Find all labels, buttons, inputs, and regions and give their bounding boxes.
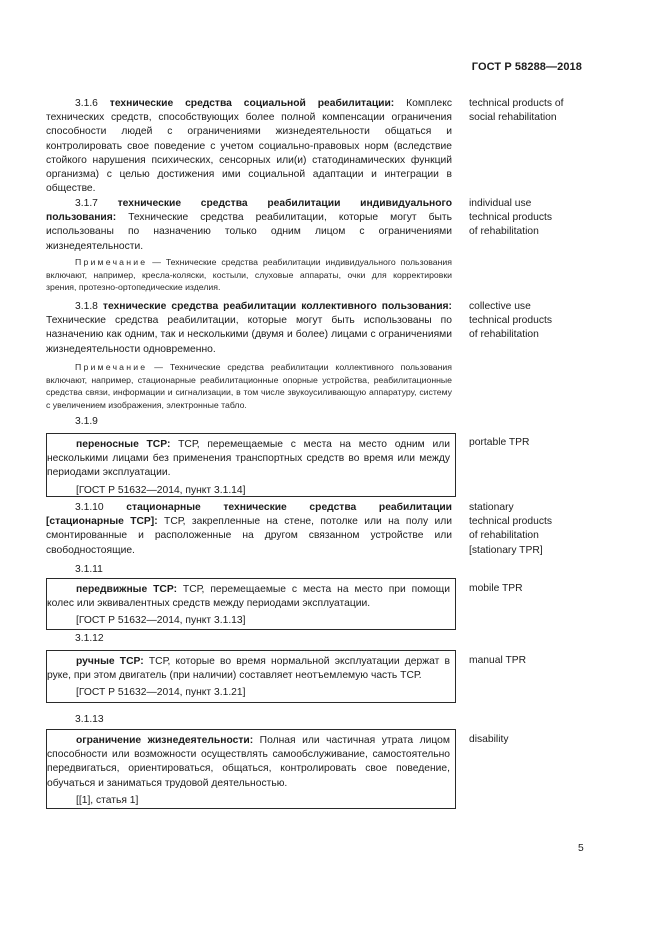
term-definition: ТСР, закрепленные на стене, потолке или на полу или смонтированные и расположенные на другом связанном устройстве или свободностоящие. <box>46 516 452 556</box>
english-equivalent-3-1-13 <box>469 733 509 747</box>
note-text: — Технические средства реабилитации индивидуального пользования включают, например, кресла-коляски, костыли, слуховые аппараты, очки для корректировки зрения, протезно-ортопедические изделия. <box>46 257 452 293</box>
term-definition: Технические средства реабилитации, которые могут быть использованы по назначению как одним, так и несколькими (двумя и более) лицами с ограничениями жизнедеятельности одновременно. <box>46 315 452 355</box>
english-line: technical products <box>469 315 552 327</box>
english-line: stationary <box>469 502 514 513</box>
term-number-3-1-12: 3.1.12 <box>75 633 104 644</box>
term-number: 3.1.8 <box>75 301 98 312</box>
document-header: ГОСТ Р 58288—2018 <box>471 61 582 73</box>
term-definition: Комплекс технических средств, способствующих более полной компенсации ограничения способности людей с ограничениями жизнедеятельности общаться и контролировать свое поведение с учетом социально-правовых норм (вследствие стойкого нарушения психических, сенсорных или(и) статодинамических функций организма) с целью достижения ими социальной адаптации и интеграции в обществе. <box>46 98 453 195</box>
note-3-1-7 <box>46 256 452 294</box>
term-number: 3.1.6 <box>75 98 98 109</box>
english-line: of rehabilitation <box>469 226 539 238</box>
term-source: [ГОСТ Р 51632—2014, пункт 3.1.21] <box>76 687 246 699</box>
term-3-1-8 <box>46 300 452 357</box>
term-3-1-7 <box>46 197 452 254</box>
term-title: ручные ТСР: <box>76 656 144 667</box>
english-line: technical products of <box>469 98 564 109</box>
term-definition: Технические средства реабилитации, которые могут быть использованы по назначению только одним лицом с ограничениями жизнедеятельности. <box>46 212 452 252</box>
term-title: технические средства социальной реабилитации: <box>109 98 395 109</box>
term-definition: ТСР, перемещаемые с места на место при помощи колес или эквивалентных средств между периодами эксплуатации. <box>47 584 450 610</box>
term-number: 3.1.7 <box>75 198 98 209</box>
english-equivalent-3-1-12 <box>469 654 526 668</box>
term-title: передвижные ТСР: <box>76 584 177 595</box>
term-title: ограничение жизнедеятельности: <box>76 735 254 746</box>
term-title: переносные ТСР: <box>76 439 171 450</box>
term-3-1-10 <box>46 501 452 558</box>
term-number-3-1-13: 3.1.13 <box>75 714 104 725</box>
note-3-1-8 <box>46 361 452 411</box>
english-line: of rehabilitation <box>469 530 539 542</box>
english-equivalent-3-1-7 <box>469 197 552 240</box>
english-equivalent-3-1-8 <box>469 300 552 343</box>
english-equivalent-3-1-6 <box>469 97 563 125</box>
english-line: disability <box>469 734 509 745</box>
english-line: portable TPR <box>469 437 530 448</box>
term-definition: ТСР, перемещаемые с места на место одним или несколькими лицами без применения транспортных средств во время или между периодами эксплуатации. <box>47 439 450 479</box>
page-number: 5 <box>578 843 584 854</box>
term-definition: ТСР, которые во время нормальной эксплуатации держат в руке, при этом двигатель (при наличии) составляет неотъемлемую часть ТСР. <box>47 656 450 682</box>
term-number-3-1-9: 3.1.9 <box>75 416 98 427</box>
term-definition: Полная или частичная утрата лицом способности или возможности осуществлять самообслуживание, самостоятельно передвигаться, ориентироваться, общаться, контролировать свое поведение, обучаться и заниматься трудовой деятельностью. <box>47 735 450 789</box>
term-title: стационарные технические средства реабилитации [стационарные ТСР]: <box>46 502 452 528</box>
english-line: technical products <box>469 212 552 224</box>
english-equivalent-3-1-10 <box>469 501 552 558</box>
english-line: collective use <box>469 301 531 312</box>
term-3-1-6 <box>46 97 452 196</box>
term-title: технические средства реабилитации индивидуального пользования: <box>46 198 452 224</box>
term-number: 3.1.10 <box>75 502 104 513</box>
term-box-3-1-9 <box>46 433 456 497</box>
term-title: технические средства реабилитации коллективного пользования: <box>102 301 452 312</box>
term-source: [ГОСТ Р 51632—2014, пункт 3.1.14] <box>76 484 246 496</box>
term-box-3-1-12 <box>46 650 456 703</box>
note-text: — Технические средства реабилитации коллективного пользования включают, например, стационарные реабилитационные опорные устройства, реабилитационные средства связи, информации и сигнализации, в том числе звукоусиливающую аппаратуру, систему с увеличением изображения, электронные табло. <box>46 362 452 410</box>
english-equivalent-3-1-11 <box>469 582 523 596</box>
note-label: Примечание <box>75 257 148 267</box>
english-line: mobile TPR <box>469 583 523 594</box>
note-label: Примечание <box>75 362 148 372</box>
english-line: individual use <box>469 198 532 209</box>
english-line: manual TPR <box>469 655 527 666</box>
english-line: [stationary TPR] <box>469 544 543 556</box>
term-source: [ГОСТ Р 51632—2014, пункт 3.1.13] <box>76 615 246 627</box>
term-number-3-1-11: 3.1.11 <box>75 564 103 575</box>
english-equivalent-3-1-9 <box>469 436 529 450</box>
term-box-3-1-13 <box>46 729 456 809</box>
english-line: technical products <box>469 516 552 528</box>
english-line: of rehabilitation <box>469 329 539 341</box>
term-source: [[1], статья 1] <box>76 794 139 806</box>
english-line: social rehabilitation <box>469 112 557 124</box>
term-box-3-1-11 <box>46 578 456 630</box>
